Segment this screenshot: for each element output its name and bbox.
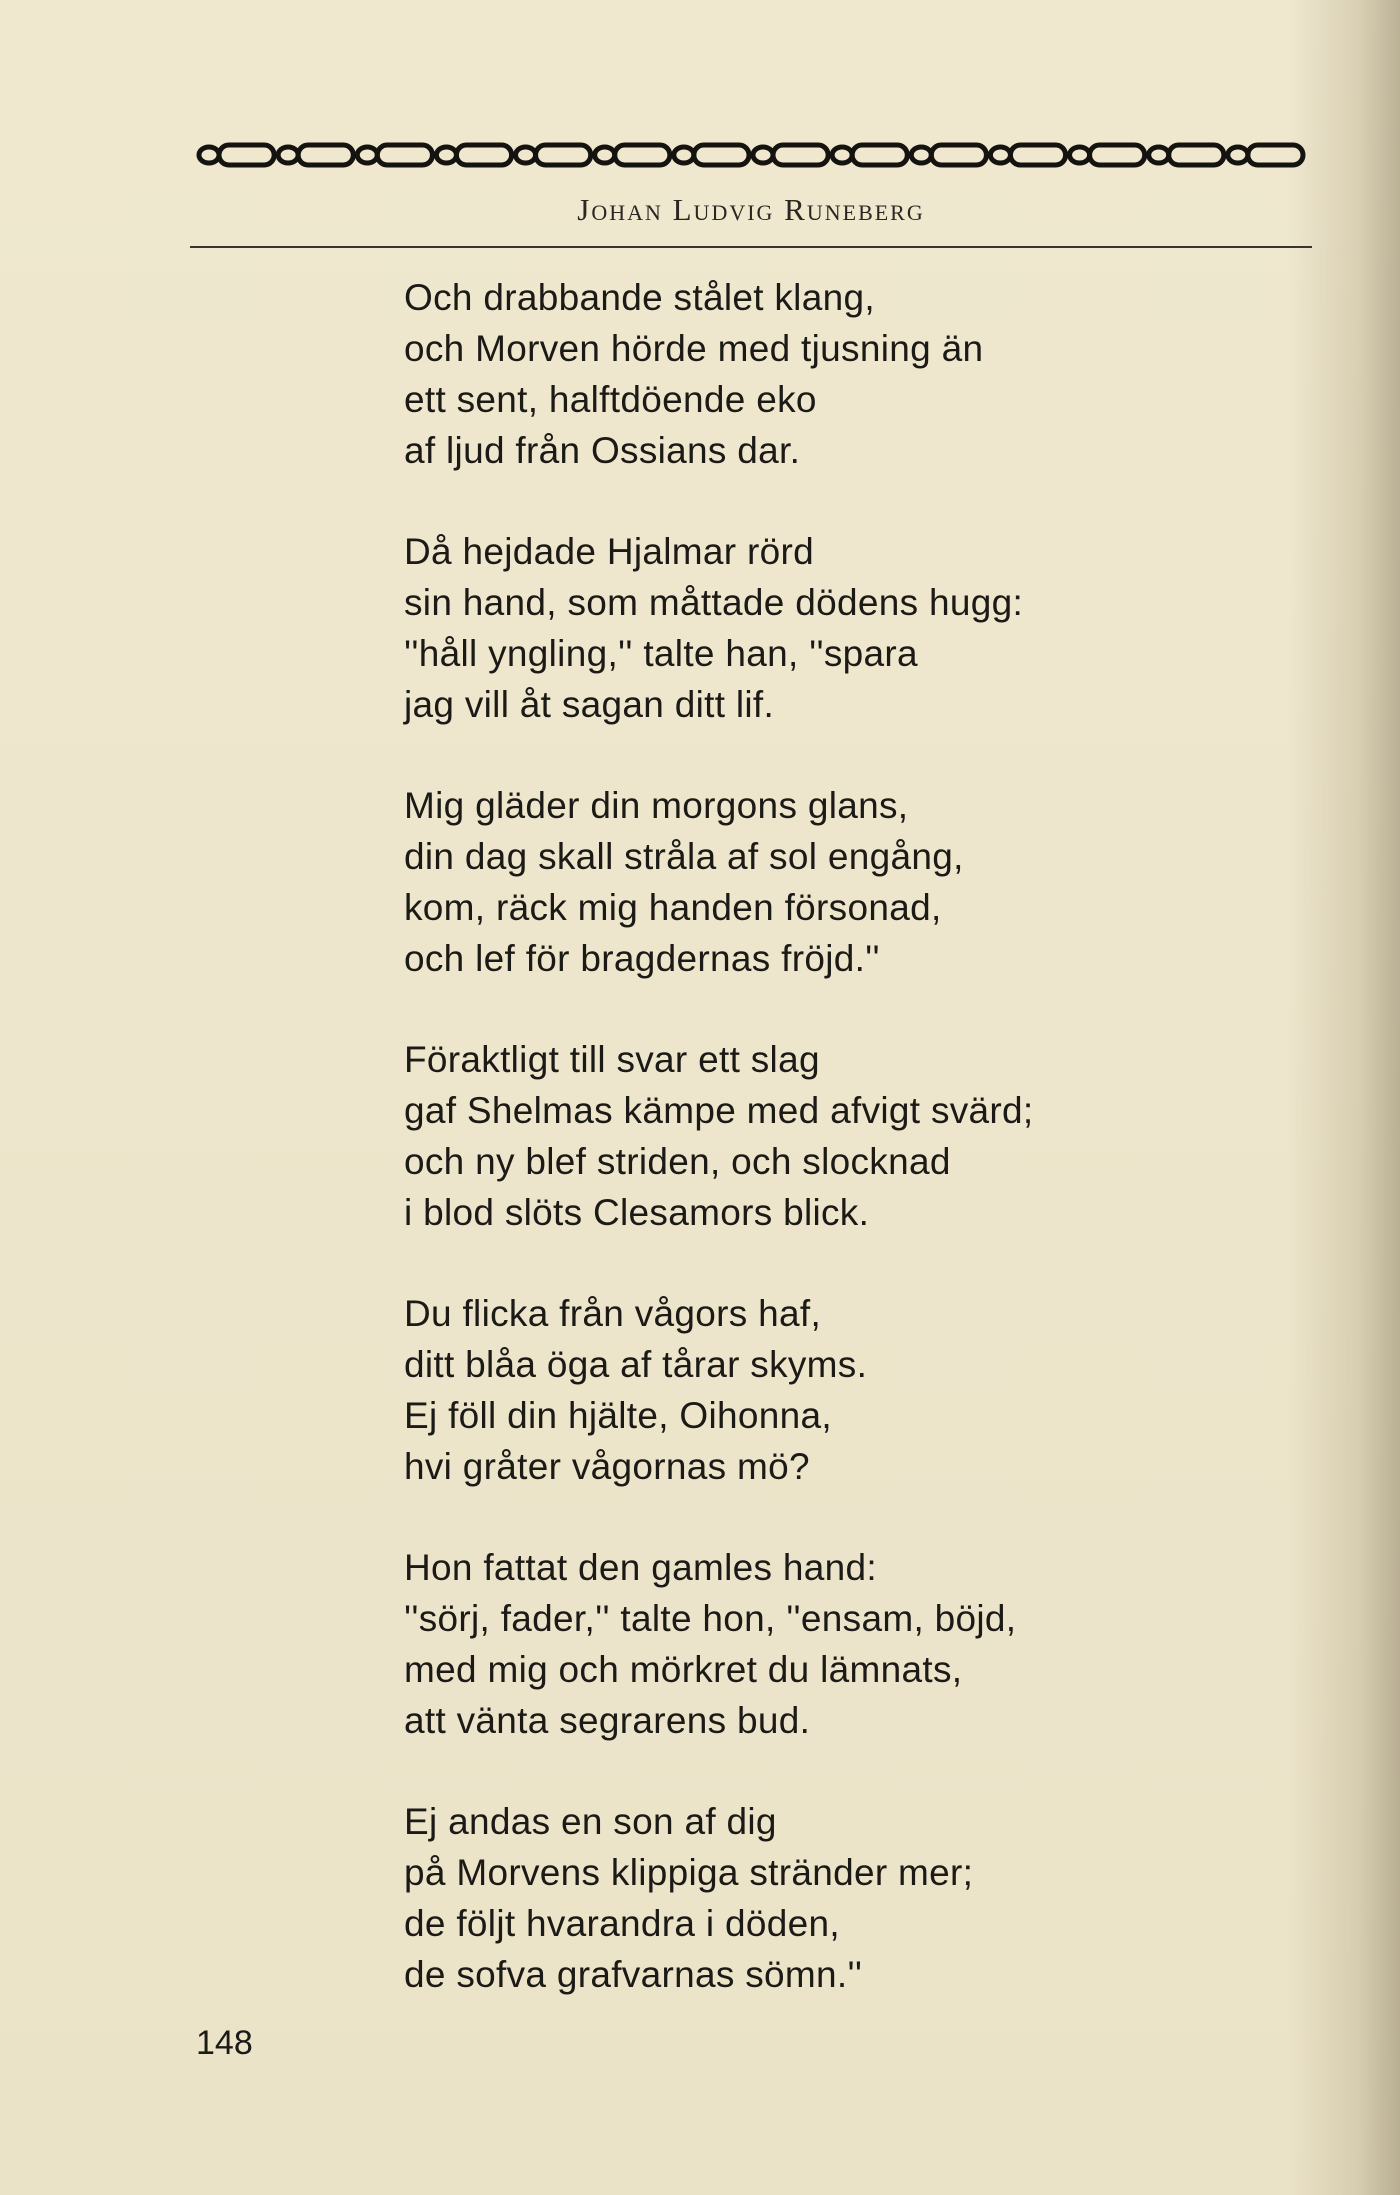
chain-ring bbox=[357, 147, 377, 163]
poem-line: de följt hvarandra i döden, bbox=[404, 1903, 840, 1944]
poem-line: af ljud från Ossians dar. bbox=[404, 430, 801, 471]
chain-link bbox=[615, 145, 670, 165]
poem-line: ett sent, halftdöende eko bbox=[404, 379, 817, 420]
chain-ring bbox=[199, 147, 219, 163]
poem-line: Hon fattat den gamles hand: bbox=[404, 1547, 877, 1588]
poem-line: de sofva grafvarnas sömn.'' bbox=[404, 1954, 863, 1995]
chain-link bbox=[298, 145, 353, 165]
chain-link bbox=[456, 145, 511, 165]
poem-line: och Morven hörde med tjusning än bbox=[404, 328, 984, 369]
poem-line: sin hand, som måttade dödens hugg: bbox=[404, 582, 1024, 623]
chain-ring bbox=[436, 147, 456, 163]
decorative-chain-border bbox=[192, 138, 1310, 172]
poem-body bbox=[404, 272, 1224, 2050]
poem-line: på Morvens klippiga stränder mer; bbox=[404, 1852, 974, 1893]
chain-ring bbox=[832, 147, 852, 163]
chain-link bbox=[1248, 145, 1303, 165]
poem-line: gaf Shelmas kämpe med afvigt svärd; bbox=[404, 1090, 1034, 1131]
header-rule bbox=[190, 246, 1312, 248]
chain-ring bbox=[516, 147, 536, 163]
chain-ring bbox=[1070, 147, 1090, 163]
chain-ring bbox=[990, 147, 1010, 163]
poem-line: din dag skall stråla af sol engång, bbox=[404, 836, 964, 877]
chain-ring bbox=[753, 147, 773, 163]
poem-line: Ej föll din hjälte, Oihonna, bbox=[404, 1395, 832, 1436]
poem-line: Och drabbande stålet klang, bbox=[404, 277, 875, 318]
stanza bbox=[404, 780, 1224, 984]
poem-line: jag vill åt sagan ditt lif. bbox=[404, 684, 775, 725]
poem-line: ''håll yngling,'' talte han, ''spara bbox=[404, 633, 918, 674]
chain-ring bbox=[1149, 147, 1169, 163]
chain-link bbox=[1169, 145, 1224, 165]
chain-link bbox=[1090, 145, 1145, 165]
chain-link bbox=[773, 145, 828, 165]
chain-link bbox=[1010, 145, 1065, 165]
chain-ring bbox=[674, 147, 694, 163]
chain-ring bbox=[595, 147, 615, 163]
page-number: 148 bbox=[196, 2024, 253, 2062]
poem-line: och lef för bragdernas fröjd.'' bbox=[404, 938, 880, 979]
poem-line: ''sörj, fader,'' talte hon, ''ensam, böjd, bbox=[404, 1598, 1017, 1639]
poem-line: Mig gläder din morgons glans, bbox=[404, 785, 909, 826]
stanza bbox=[404, 1034, 1224, 1238]
chain-ring bbox=[1228, 147, 1248, 163]
stanza bbox=[404, 1796, 1224, 2000]
running-head: Johan Ludvig Runeberg bbox=[577, 192, 925, 227]
poem-line: kom, räck mig handen försonad, bbox=[404, 887, 942, 928]
poem-line: med mig och mörkret du lämnats, bbox=[404, 1649, 963, 1690]
chain-link bbox=[931, 145, 986, 165]
stanza bbox=[404, 1542, 1224, 1746]
chain-link bbox=[219, 145, 274, 165]
stanza bbox=[404, 526, 1224, 730]
chain-link bbox=[377, 145, 432, 165]
chain-link bbox=[694, 145, 749, 165]
poem-line: i blod slöts Clesamors blick. bbox=[404, 1192, 870, 1233]
poem-line: Föraktligt till svar ett slag bbox=[404, 1039, 820, 1080]
chain-ring bbox=[911, 147, 931, 163]
stanza bbox=[404, 272, 1224, 476]
poem-line: Ej andas en son af dig bbox=[404, 1801, 777, 1842]
poem-line: Då hejdade Hjalmar rörd bbox=[404, 531, 814, 572]
poem-line: att vänta segrarens bud. bbox=[404, 1700, 811, 1741]
poem-line: hvi gråter vågornas mö? bbox=[404, 1446, 810, 1487]
stanza bbox=[404, 1288, 1224, 1492]
chain-link bbox=[536, 145, 591, 165]
chain-ring bbox=[278, 147, 298, 163]
poem-line: ditt blåa öga af tårar skyms. bbox=[404, 1344, 868, 1385]
chain-link bbox=[852, 145, 907, 165]
poem-line: och ny blef striden, och slocknad bbox=[404, 1141, 951, 1182]
poem-line: Du flicka från vågors haf, bbox=[404, 1293, 822, 1334]
